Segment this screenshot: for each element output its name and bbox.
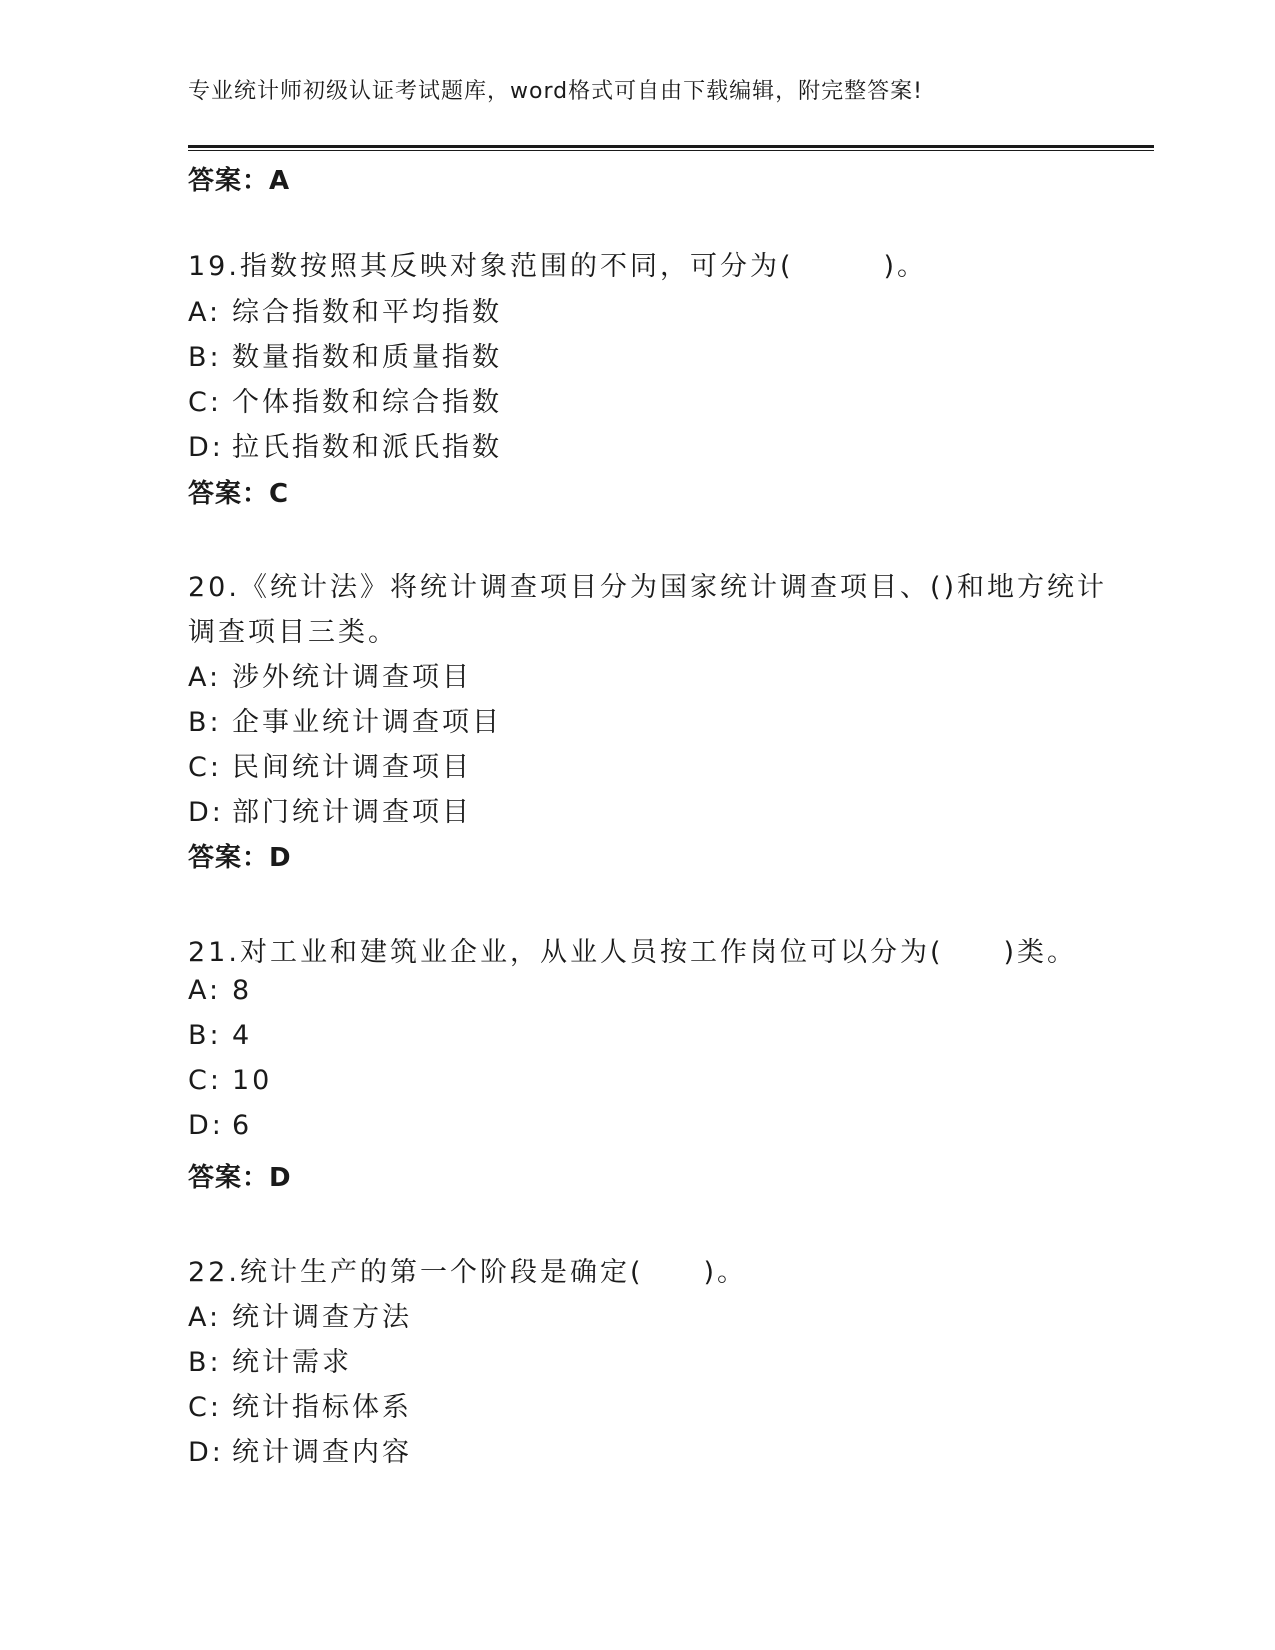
option-text: 10	[232, 1065, 273, 1096]
option-text: 8	[232, 975, 253, 1006]
page-header: 专业统计师初级认证考试题库，word格式可自由下载编辑，附完整答案!	[188, 79, 923, 104]
option-text: 拉氏指数和派氏指数	[232, 432, 502, 463]
option-label: B:	[188, 342, 222, 373]
question-20-option-d	[188, 790, 472, 829]
option-label: A:	[188, 662, 222, 693]
question-21-option-a	[188, 975, 252, 1006]
option-text: 统计指标体系	[232, 1392, 412, 1423]
question-22-stem: 22.统计生产的第一个阶段是确定( )。	[188, 1257, 748, 1288]
option-label: C:	[188, 752, 222, 783]
question-21-stem: 21.对工业和建筑业企业，从业人员按工作岗位可以分为( )类。	[188, 937, 1078, 968]
option-text: 统计需求	[232, 1347, 352, 1378]
option-label: A:	[188, 975, 222, 1006]
option-label: D:	[188, 1437, 224, 1468]
option-label: A:	[188, 297, 222, 328]
option-label: D:	[188, 1110, 224, 1141]
option-text: 涉外统计调查项目	[232, 662, 472, 693]
option-label: C:	[188, 1392, 222, 1423]
option-text: 统计调查内容	[232, 1437, 412, 1468]
question-21-option-d	[188, 1110, 252, 1141]
option-text: 4	[232, 1020, 253, 1051]
question-19-option-b	[188, 335, 502, 374]
option-text: 部门统计调查项目	[232, 797, 472, 828]
question-22-option-d	[188, 1430, 412, 1469]
header-rule-thin	[188, 150, 1154, 151]
option-text: 个体指数和综合指数	[232, 387, 502, 418]
question-21-option-b	[188, 1020, 252, 1051]
option-label: A:	[188, 1302, 222, 1333]
question-21-option-c	[188, 1065, 272, 1096]
option-text: 6	[232, 1110, 253, 1141]
question-22-option-b	[188, 1340, 352, 1379]
option-text: 综合指数和平均指数	[232, 297, 502, 328]
question-20-stem-line1: 20.《统计法》将统计调查项目分为国家统计调查项目、()和地方统计	[188, 572, 1108, 603]
answer-20: 答案：D	[188, 843, 292, 873]
question-19-option-a	[188, 290, 502, 329]
option-label: D:	[188, 797, 224, 828]
question-19-stem: 19.指数按照其反映对象范围的不同，可分为( )。	[188, 251, 928, 282]
option-text: 企事业统计调查项目	[232, 707, 502, 738]
answer-18: 答案：A	[188, 166, 291, 196]
option-text: 统计调查方法	[232, 1302, 412, 1333]
option-text: 民间统计调查项目	[232, 752, 472, 783]
question-20-option-b	[188, 700, 502, 739]
option-label: D:	[188, 432, 224, 463]
question-20-option-c	[188, 745, 472, 784]
question-22-option-a	[188, 1295, 412, 1334]
question-22-option-c	[188, 1385, 412, 1424]
question-20-stem-line2: 调查项目三类。	[188, 617, 398, 648]
option-label: B:	[188, 1020, 222, 1051]
question-19-option-c	[188, 380, 502, 419]
option-label: B:	[188, 707, 222, 738]
answer-21: 答案：D	[188, 1163, 292, 1193]
question-20-option-a	[188, 655, 472, 694]
option-label: C:	[188, 387, 222, 418]
option-label: B:	[188, 1347, 222, 1378]
header-rule-thick	[188, 145, 1154, 148]
option-text: 数量指数和质量指数	[232, 342, 502, 373]
option-label: C:	[188, 1065, 222, 1096]
answer-19: 答案：C	[188, 479, 290, 509]
question-19-option-d	[188, 425, 502, 464]
